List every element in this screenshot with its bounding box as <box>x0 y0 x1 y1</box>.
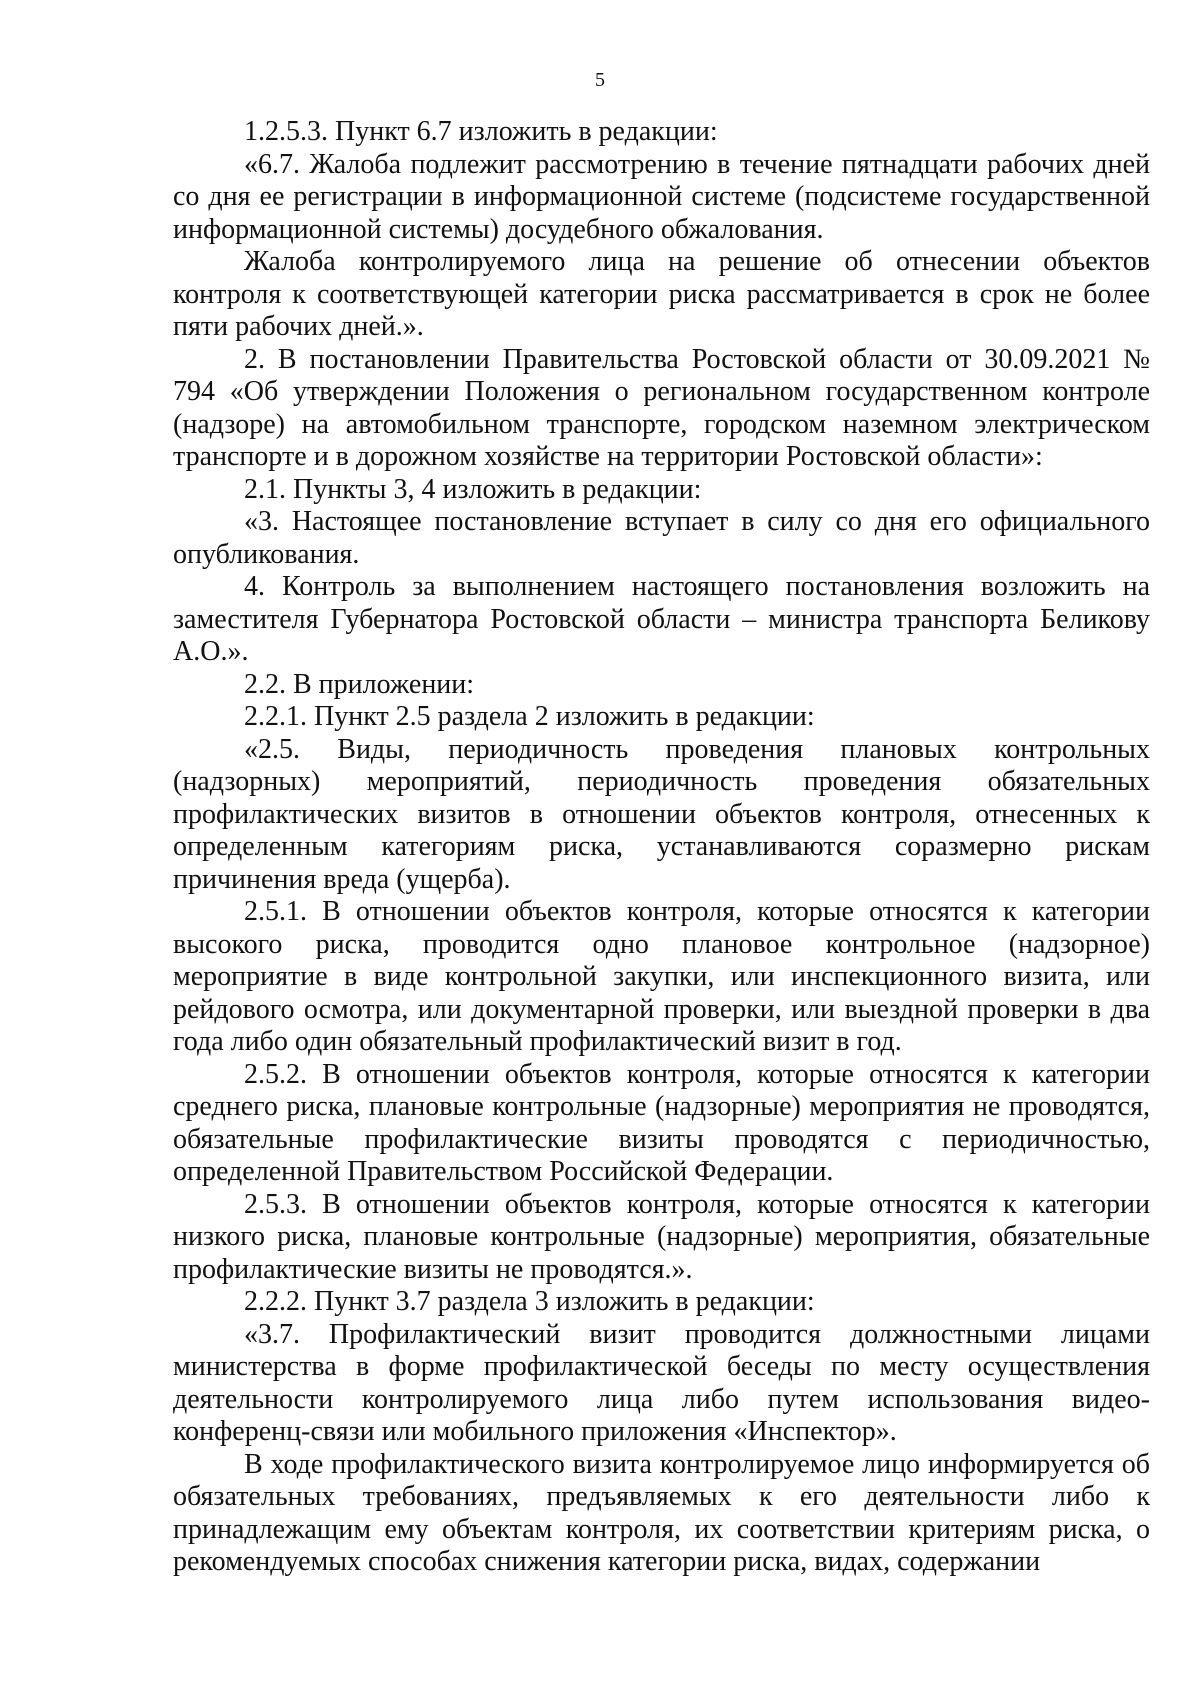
paragraph: Жалоба контролируемого лица на решение об отнесении объектов контроля к соответствующей категории риска рассматривается в срок не более пяти рабочих дней.». <box>173 246 1150 342</box>
paragraph: 2.2.2. Пункт 3.7 раздела 3 изложить в редакции: <box>244 1286 815 1317</box>
paragraph: 2.5.2. В отношении объектов контроля, которые относятся к категории среднего риска, плановые контрольные (надзорные) мероприятия не проводятся, обязательные профилактические визиты проводятся с периодичностью, определенной Правительством Российской Федерации. <box>173 1058 1150 1187</box>
paragraph: «6.7. Жалоба подлежит рассмотрению в течение пятнадцати рабочих дней со дня ее регистрации в информационной системе (подсистеме государственной информационной системы) досудебного обжалования. <box>173 148 1150 245</box>
paragraph: 2.2.1. Пункт 2.5 раздела 2 изложить в редакции: <box>244 701 815 732</box>
paragraph: 2.5.3. В отношении объектов контроля, которые относятся к категории низкого риска, плановые контрольные (надзорные) мероприятия, обязательные профилактические визиты не проводятся.». <box>173 1188 1150 1285</box>
paragraph: «2.5. Виды, периодичность проведения плановых контрольных (надзорных) мероприятий, периодичность проведения обязательных профилактических визитов в отношении объектов контроля, отнесенных к определенным категориям риска, устанавливаются соразмерно рискам причинения вреда (ущерба). <box>173 733 1150 895</box>
paragraph: 2. В постановлении Правительства Ростовской области от 30.09.2021 № 794 «Об утверждении Положения о региональном государственном контроле (надзоре) на автомобильном транспорте, городском наземном электрическом транспорте и в дорожном хозяйстве на территории Ростовской области»: <box>173 343 1150 472</box>
paragraph: 4. Контроль за выполнением настоящего постановления возложить на заместителя Губернатора Ростовской области – министра транспорта Беликову А.О.». <box>173 571 1150 667</box>
paragraph: 2.5.1. В отношении объектов контроля, которые относятся к категории высокого риска, проводится одно плановое контрольное (надзорное) мероприятие в виде контрольной закупки, или инспекционного визита, или рейдового осмотра, или документарной проверки, или выездной проверки в два года либо один обязательный профилактический визит в год. <box>173 896 1150 1057</box>
paragraph: В ходе профилактического визита контролируемое лицо информируется об обязательных требованиях, предъявляемых к его деятельности либо к принадлежащим ему объектам контроля, их соответствии критериям риска, о рекомендуемых способах снижения категории риска, видах, содержании <box>173 1448 1150 1577</box>
paragraph: «3. Настоящее постановление вступает в силу со дня его официального опубликования. <box>173 506 1150 570</box>
paragraph: 2.2. В приложении: <box>244 668 475 700</box>
paragraph: «3.7. Профилактический визит проводится должностными лицами министерства в форме профилактической беседы по месту осуществления деятельности контролируемого лица либо путем использования видео-конференц-связи или мобильного приложения «Инспектор». <box>173 1318 1150 1447</box>
paragraph: 1.2.5.3. Пункт 6.7 изложить в редакции: <box>244 116 718 147</box>
page-number: 5 <box>595 69 605 91</box>
paragraph: 2.1. Пункты 3, 4 изложить в редакции: <box>244 473 702 505</box>
document-body <box>173 116 1150 1579</box>
